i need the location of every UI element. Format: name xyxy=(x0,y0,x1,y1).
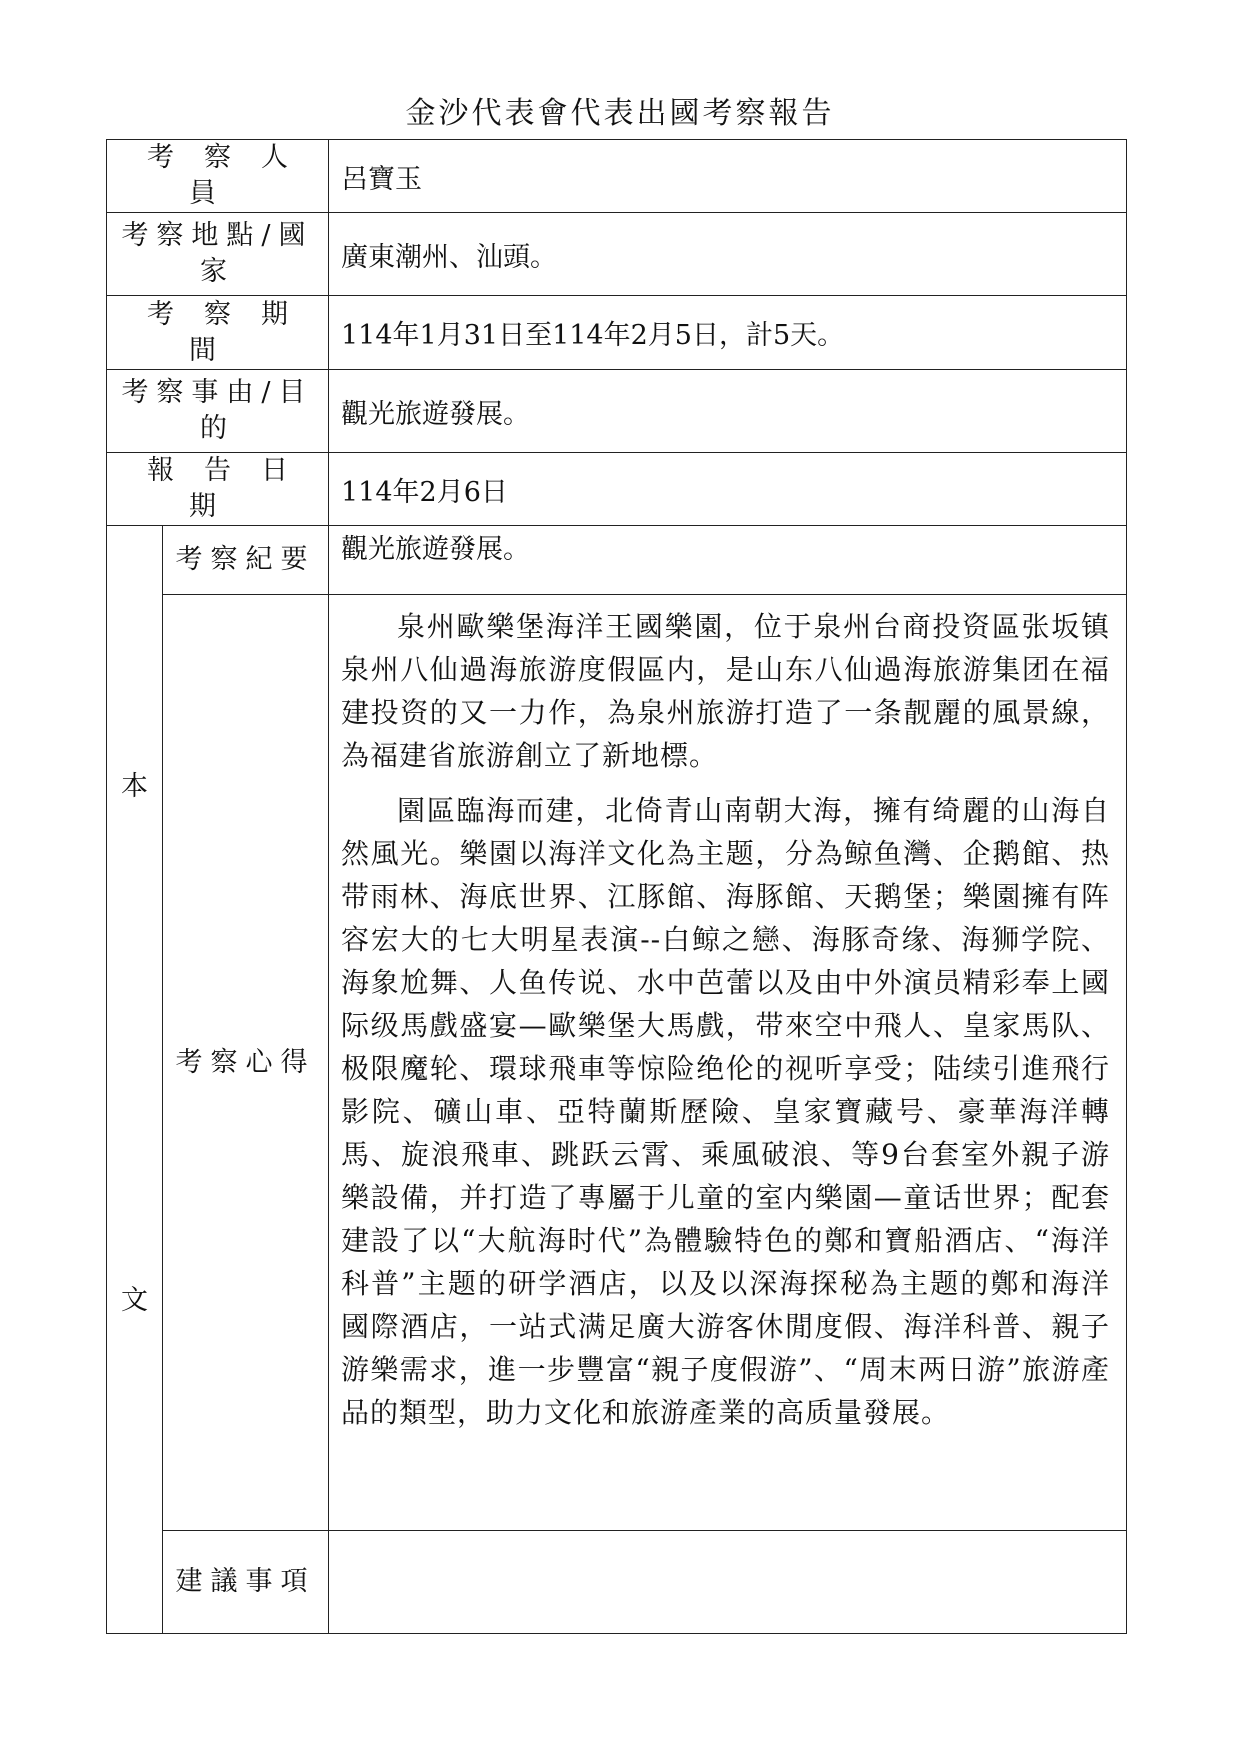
value-report-date: 114年2月6日 xyxy=(329,453,1127,526)
label-report-date: 報告日期 xyxy=(107,453,329,526)
label-location: 考察地點/國家 xyxy=(107,213,329,296)
value-recommendations xyxy=(329,1531,1127,1634)
row-personnel xyxy=(107,140,1127,213)
insights-body xyxy=(329,595,1127,1531)
section-main-char-bottom: 文 xyxy=(121,1285,148,1316)
row-purpose xyxy=(107,370,1127,453)
row-insights xyxy=(107,595,1127,1531)
label-period: 考察期間 xyxy=(107,296,329,370)
value-location: 廣東潮州、汕頭。 xyxy=(329,213,1127,296)
label-purpose: 考察事由/目的 xyxy=(107,370,329,453)
row-report-date xyxy=(107,453,1127,526)
label-insights: 考察心得 xyxy=(163,595,329,1531)
insights-paragraph-1: 泉州歐樂堡海洋王國樂園，位于泉州台商投资區张坂镇泉州八仙過海旅游度假區内，是山东八仙過海旅游集团在福建投资的又一力作，為泉州旅游打造了一条靓麗的風景線，為福建省旅游創立了新地標。 xyxy=(341,610,1110,772)
label-recommendations: 建議事項 xyxy=(163,1531,329,1634)
row-location xyxy=(107,213,1127,296)
row-period xyxy=(107,296,1127,370)
value-personnel: 呂寶玉 xyxy=(329,140,1127,213)
value-summary: 觀光旅遊發展。 xyxy=(329,526,1127,595)
page-title: 金沙代表會代表出國考察報告 xyxy=(405,96,835,131)
section-main-label xyxy=(107,526,163,1634)
section-main-char-top: 本 xyxy=(121,771,148,802)
label-personnel: 考察人員 xyxy=(107,140,329,213)
row-recommendations xyxy=(107,1531,1127,1634)
label-summary: 考察紀要 xyxy=(163,526,329,595)
row-summary xyxy=(107,526,1127,595)
value-period: 114年1月31日至114年2月5日，計5天。 xyxy=(329,296,1127,370)
value-purpose: 觀光旅遊發展。 xyxy=(329,370,1127,453)
insights-paragraph-2: 園區臨海而建，北倚青山南朝大海，擁有绮麗的山海自然風光。樂園以海洋文化為主题，分為鲸鱼灣、企鹅館、热带雨林、海底世界、江豚館、海豚館、天鹅堡；樂園擁有阵容宏大的七大明星表演--白鲸之戀、海豚奇缘、海狮学院、海象尬舞、人鱼传说、水中芭蕾以及由中外演员精彩奉上國际级馬戲盛宴—歐樂堡大馬戲，带來空中飛人、皇家馬队、极限魔轮、環球飛車等惊险绝伦的视听享受；陆续引進飛行影院、礦山車、亞特蘭斯歷險、皇家寶藏号、豪華海洋轉馬、旋浪飛車、跳跃云霄、乘風破浪、等9台套室外親子游樂設備，并打造了專屬于儿童的室内樂園—童话世界；配套建設了以“大航海时代”為體驗特色的鄭和寶船酒店、“海洋科普”主题的研学酒店，以及以深海探秘為主题的鄭和海洋國際酒店，一站式满足廣大游客休閒度假、海洋科普、親子游樂需求，進一步豐富“親子度假游”、“周末两日游”旅游產品的類型，助力文化和旅游產業的高质量發展。 xyxy=(341,794,1110,1429)
report-table xyxy=(106,139,1127,1634)
